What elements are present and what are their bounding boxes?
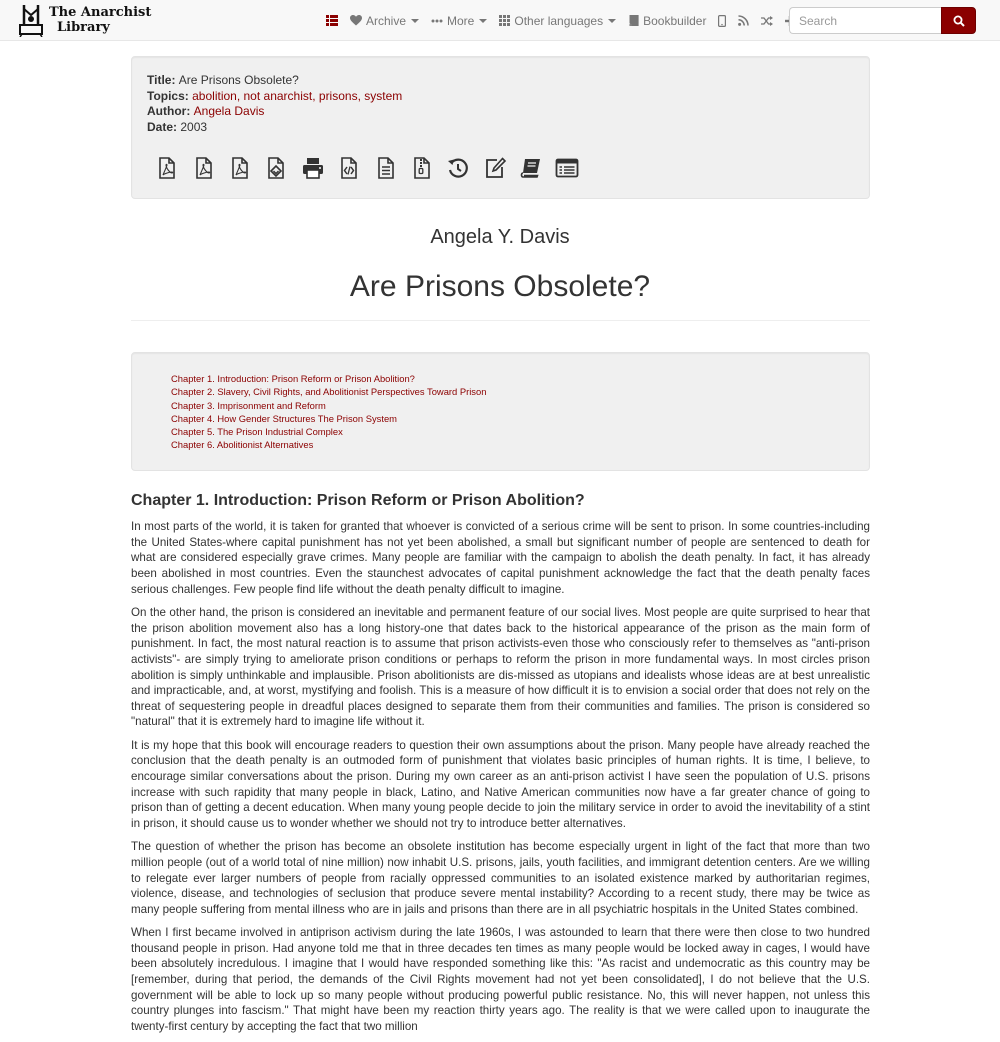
body-paragraph: When I first became involved in antiprison activism during the late 1960s, I was astounded to learn that there were then close to two hundred thousand people in prison. Had anyone told me that in three decades ten times as many people would be locked away in cages, I would have been absolutely incredulous. I imagine that I would have responded something like this: "As racist and undemocratic as this country may be [remember, during that period, the demands of the Civil Rights movement had not yet been consolidated], I do not believe that the U.S. government will be able to lock up so many people without producing powerful public resistance. No, this will never happen, not unless this country plunges into fascism." That might have been my reaction thirty years ago. The reality is that we were called upon to inaugurate the twenty-first century by accepting the fact that two million — [131, 926, 870, 1034]
edit-button[interactable] — [477, 150, 513, 186]
top-navbar — [0, 0, 1000, 41]
nav-list-menu[interactable] — [326, 15, 338, 26]
epub-icon — [264, 156, 288, 180]
chapter-body — [131, 519, 870, 1042]
chevron-down-icon — [608, 19, 616, 23]
download-epub-button[interactable] — [258, 150, 294, 186]
text-author-heading: Angela Y. Davis — [430, 226, 570, 248]
topic-separator: , — [312, 88, 319, 103]
toc-item[interactable]: Chapter 5. The Prison Industrial Complex — [171, 426, 343, 438]
add-to-bookbuilder-icon — [519, 156, 543, 180]
nav-archive-label: Archive — [366, 13, 407, 28]
title-label: Title: — [147, 73, 179, 87]
author-label: Author: — [147, 104, 194, 119]
pdf-a4-icon — [192, 156, 216, 180]
topics-row — [147, 89, 402, 105]
download-toolbar — [149, 150, 586, 186]
history-button[interactable] — [440, 150, 476, 186]
chevron-down-icon — [411, 19, 419, 23]
pdf-icon — [155, 156, 179, 180]
title-value: Are Prisons Obsolete? — [178, 73, 299, 87]
chevron-down-icon — [479, 19, 487, 23]
nav-other-languages-label: Other languages — [514, 13, 604, 28]
author-link[interactable]: Angela Davis — [193, 104, 265, 119]
text-metadata — [147, 73, 402, 136]
nav-archive-dropdown[interactable] — [350, 14, 419, 28]
body-paragraph: On the other hand, the prison is considered an inevitable and permanent feature of our social lives. Most people are quite surprised to hear that the prison abolition movement also has a long history-one that dates back to the historical appearance of the prison as the main form of punishment. In fact, the most natural reaction is to assume that prison activists-even those who consciously refer to themselves as "anti-prison activists"- are simply trying to ameliorate prison conditions or perhaps to reform the prison in more fundamental ways. In most circles prison abolition is simply unthinkable and implausible. Prison abolitionists are dis-missed as utopians and idealists whose ideas are at best unrealistic and impracticable, and, at worst, mystifying and foolish. This is a measure of how difficult it is to envision a social order that does not rely on the threat of sequestering people in dreadful places designed to separate them from their communities and families. The prison is considered so "natural" that it is extremely hard to imagine life without it. — [131, 605, 870, 729]
date-value: 2003 — [180, 120, 208, 135]
topic-separator: , — [236, 88, 244, 103]
rss-icon — [738, 15, 749, 26]
toc-item[interactable]: Chapter 1. Introduction: Prison Reform or Prison Abolition? — [171, 373, 415, 384]
site-brand-link[interactable] — [18, 3, 151, 37]
title-divider — [131, 320, 870, 321]
topic-link[interactable]: not anarchist — [243, 88, 313, 103]
nav-other-languages-dropdown[interactable] — [499, 14, 616, 28]
heart-icon — [350, 15, 362, 26]
topics-label: Topics: — [147, 88, 193, 103]
topic-separator: , — [357, 88, 365, 103]
source-zip-icon — [410, 156, 434, 180]
toc-item[interactable]: Chapter 3. Imprisonment and Reform — [171, 399, 326, 411]
html-icon — [337, 156, 361, 180]
date-row — [147, 120, 402, 136]
nav-bookbuilder-link[interactable] — [628, 14, 706, 28]
toc-item[interactable]: Chapter 2. Slavery, Civil Rights, and Abolitionist Perspectives Toward Prison — [171, 386, 487, 398]
topic-link[interactable]: system — [364, 88, 403, 103]
body-paragraph: In most parts of the world, it is taken for granted that whoever is convicted of a serious crime will be sent to prison. In some countries-including the United States-where capital punishment has not yet been abolished, a small but significant number of people are sentenced to death for what are considered especially grave crimes. Many people are familiar with the campaign to abolish the death penalty. In fact, it has already been abolished in most countries. Even the staunchest advocates of capital punishment acknowledge the fact that the death penalty faces serious challenges. Few people find life without the death penalty difficult to imagine. — [131, 520, 870, 596]
plain-text-icon — [374, 156, 398, 180]
author-row — [147, 104, 402, 120]
page-title: Are Prisons Obsolete? — [349, 270, 651, 303]
history-icon — [446, 156, 470, 180]
download-pdf-a4-button[interactable] — [185, 150, 221, 186]
library-logo-icon — [18, 3, 44, 37]
nav-more-label: More — [447, 13, 475, 28]
view-plain-text-button[interactable] — [367, 150, 403, 186]
toc-icon — [555, 156, 579, 180]
table-of-contents-panel — [131, 352, 870, 471]
body-paragraph: It is my hope that this book will encourage readers to question their own assumptions about the prison. Many people have already reached the conclusion that the death penalty is an outmoded form of punishment that violates basic principles of human rights. It is time, I believe, to encourage similar conversations about the prison. During my own career as an anti-prison activist I have seen the population of U.S. prisons increase with such rapidity that many people in black, Latino, and Native American communities now have a far greater chance of going to prison than of getting a decent education. When many young people decide to join the military service in order to avoid the inevitability of a stint in prison, it should cause us to wonder whether we should not try to introduce better alternatives. — [131, 738, 870, 830]
nav-random-link[interactable] — [761, 16, 773, 26]
print-icon — [301, 156, 325, 180]
search-input[interactable] — [789, 7, 942, 34]
topics-list — [192, 89, 402, 103]
chapter-heading: Chapter 1. Introduction: Prison Reform or Prison Abolition? — [131, 492, 585, 509]
body-paragraph: The question of whether the prison has become an obsolete institution has become especially urgent in light of the fact that more than two million people (out of a world total of nine million) now inhabit U.S. prisons, jails, youth facilities, and immigrant detention centers. Are we willing to relegate ever larger numbers of people from racially oppressed communities to an isolated existence marked by authoritarian regimes, violence, disease, and technologies of seclusion that produce severe mental instability? According to a recent study, there may be twice as many people suffering from mental illness who are in jails and prisons than there are in all psychiatric hospitals in the United States combined. — [131, 840, 870, 916]
brand-line-1: The Anarchist — [49, 5, 152, 20]
download-pdf-letter-button[interactable] — [222, 150, 258, 186]
table-of-contents-button[interactable] — [549, 150, 585, 186]
title-row — [147, 73, 402, 89]
edit-icon — [483, 156, 507, 180]
toc-item[interactable]: Chapter 6. Abolitionist Alternatives — [171, 439, 314, 451]
add-to-bookbuilder-button[interactable] — [513, 150, 549, 186]
nav-bookbuilder-label: Bookbuilder — [643, 13, 707, 28]
nav-mobile-link[interactable] — [718, 15, 726, 27]
list-icon — [326, 15, 338, 26]
mobile-phone-icon — [718, 15, 726, 27]
topic-link[interactable]: prisons — [318, 88, 358, 103]
nav-rss-link[interactable] — [738, 15, 749, 26]
view-html-button[interactable] — [331, 150, 367, 186]
grid-icon — [499, 15, 510, 26]
toc-list — [171, 372, 486, 452]
download-pdf-button[interactable] — [149, 150, 185, 186]
pdf-letter-icon — [228, 156, 252, 180]
text-info-panel — [131, 56, 870, 199]
search-icon — [953, 15, 965, 27]
shuffle-icon — [761, 16, 773, 26]
download-source-button[interactable] — [404, 150, 440, 186]
book-icon — [628, 15, 639, 26]
date-label: Date: — [147, 120, 181, 135]
toc-item[interactable]: Chapter 4. How Gender Structures The Prison System — [171, 412, 397, 424]
search-button[interactable] — [941, 7, 976, 34]
topic-link[interactable]: abolition — [192, 88, 237, 103]
brand-line-2: Library — [57, 20, 110, 35]
nav-more-dropdown[interactable] — [431, 14, 487, 28]
ellipsis-icon — [431, 19, 443, 23]
print-button[interactable] — [295, 150, 331, 186]
